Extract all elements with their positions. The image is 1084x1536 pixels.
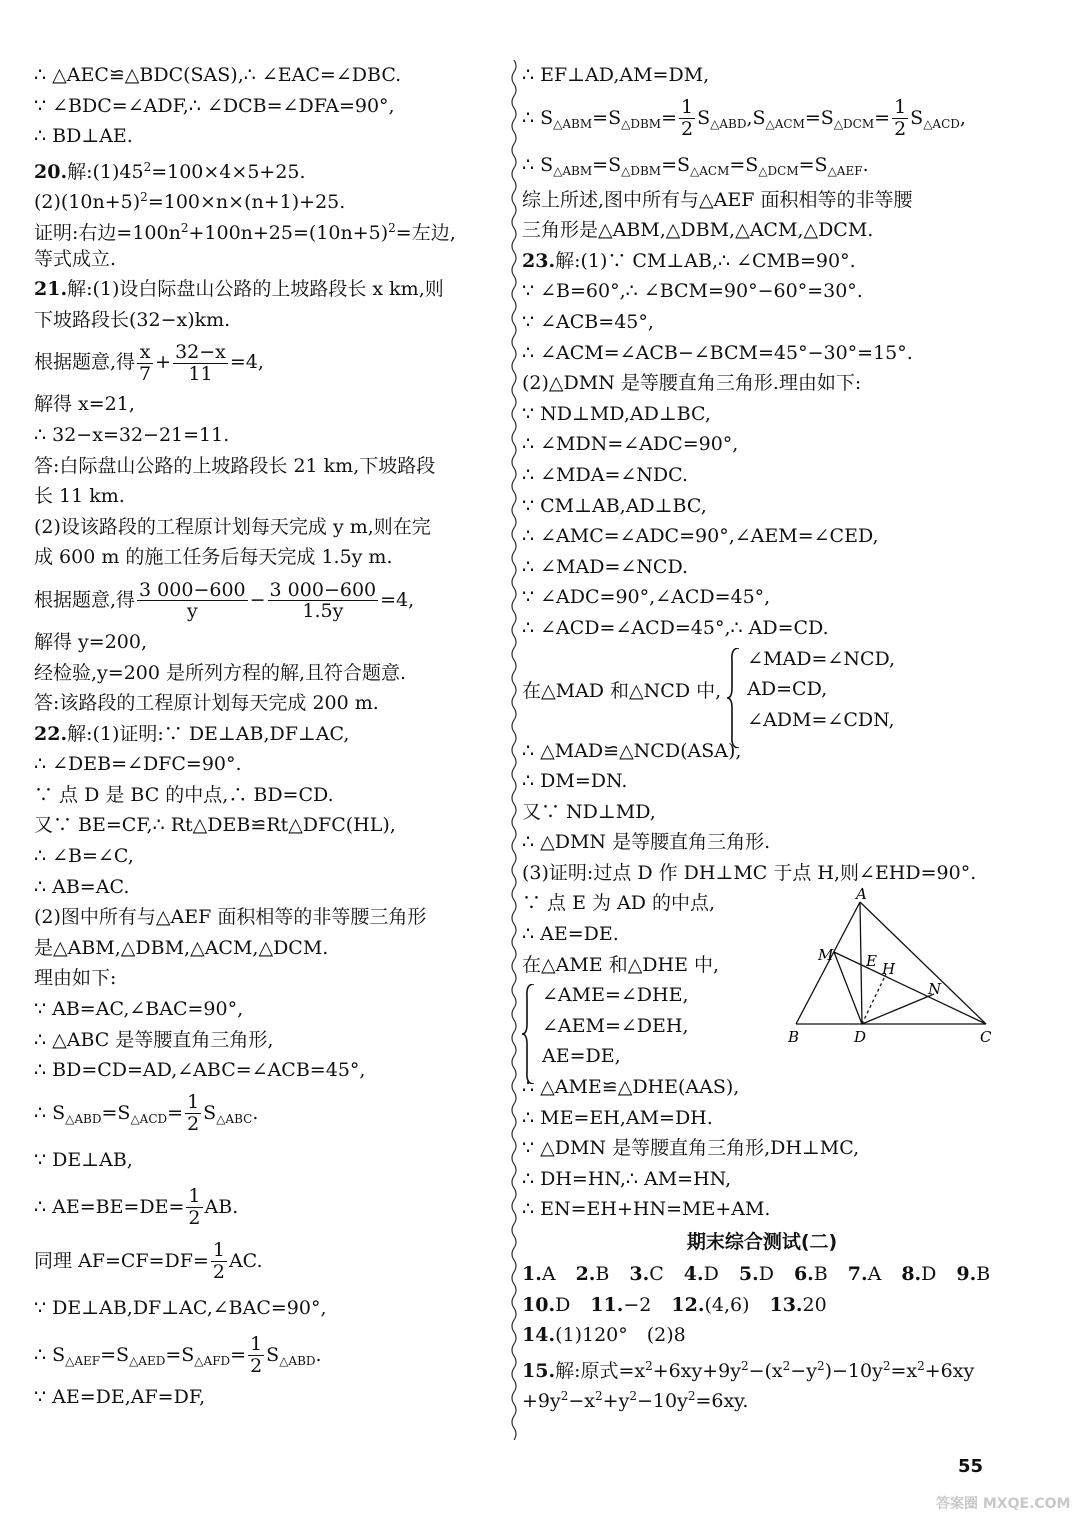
text-line: ∴ △ABC 是等腰直角三角形, [34, 1028, 274, 1051]
numerator: 1 [212, 1239, 225, 1262]
text: =100×n×(n+1)+25. [147, 191, 346, 214]
text: =x [890, 1359, 918, 1382]
label-d: D [854, 1028, 867, 1046]
answer-number: 5. [738, 1263, 759, 1285]
text-line: ∴ △AEC≌△BDC(SAS),∴ ∠EAC=∠DBC. [34, 64, 402, 86]
subscript: △DCM [758, 163, 799, 178]
text-line: ∴ ∠DEB=∠DFC=90°. [34, 753, 242, 776]
subscript: △AFD [194, 1353, 231, 1368]
subscript: △ABM [553, 163, 593, 178]
text-line: ∵ DE⊥AB, [34, 1148, 133, 1171]
answer-item [522, 1263, 556, 1285]
text-line: ∴ BD⊥AE. [34, 125, 133, 148]
subscript: △AED [129, 1353, 166, 1368]
text: 根据题意,得 [34, 588, 136, 611]
text: (1)120° (2)8 [555, 1324, 686, 1347]
label-n: N [928, 980, 942, 998]
label-b: B [788, 1028, 800, 1046]
answer-number: 11. [590, 1293, 624, 1316]
numerator: 1 [188, 1185, 201, 1208]
text-line: 又∵ BE=CF,∴ Rt△DEB≌Rt△DFC(HL), [34, 814, 396, 837]
congruence-system-1 [522, 644, 1002, 736]
text-line: 经检验,y=200 是所列方程的解,且符合题意. [34, 661, 407, 684]
text-line: ∵ △DMN 是等腰直角三角形,DH⊥MC, [522, 1137, 860, 1160]
label-h: H [882, 960, 896, 978]
question-number: 20. [34, 160, 68, 183]
answer-item [794, 1263, 828, 1285]
answer-number: 1. [522, 1263, 542, 1285]
text: =S [798, 153, 828, 176]
text: =S [661, 153, 690, 176]
text: (2)(10n+5) [34, 191, 141, 214]
q21-equation-2 [34, 573, 502, 627]
text-line: 答:白际盘山公路的上坡路段长 21 km,下坡路段 [34, 454, 436, 477]
text-line: ∵ CM⊥AB,AD⊥BC, [522, 494, 707, 517]
q20-line-1 [34, 152, 502, 183]
superscript: 2 [740, 1358, 749, 1373]
answer-value: A [541, 1263, 556, 1285]
text-line: ∠AEM=∠DEH, [542, 1014, 689, 1037]
left-brace [727, 648, 741, 748]
text: =4, [229, 351, 264, 374]
text-line: ∴ △AME≌△DHE(AAS), [522, 1076, 740, 1099]
segment-ac [860, 902, 986, 1024]
text-line: ∵ AB=AC,∠BAC=90°, [34, 998, 244, 1021]
fraction [137, 342, 153, 385]
answer-number: 6. [793, 1263, 814, 1285]
fraction-one-half [679, 97, 695, 140]
text-line: ∴ ∠MDA=∠NDC. [522, 463, 689, 486]
watermark-text: 答案圈 MXQE.COM [936, 1496, 1071, 1512]
text: 根据题意,得 [34, 351, 136, 374]
text: AC. [228, 1249, 263, 1272]
superscript: 2 [143, 159, 152, 174]
superscript: 2 [388, 220, 396, 235]
subscript: △DBM [621, 116, 662, 131]
text-line: ∴ ∠ACM=∠ACB−∠BCM=45°−30°=15°. [522, 341, 913, 364]
text: −(x [748, 1359, 783, 1382]
text: 解:(1)证明:∵ DE⊥AB,DF⊥AC, [67, 722, 350, 745]
fraction [268, 580, 379, 623]
fraction-one-half [892, 97, 908, 140]
answer-value: B [595, 1263, 610, 1285]
answers-row-1 [522, 1259, 1002, 1290]
answer-value: −2 [623, 1293, 652, 1316]
numerator: 1 [894, 96, 907, 119]
q22-line-1 [34, 719, 502, 750]
text-line: 解得 y=200, [34, 630, 147, 653]
text: =S [165, 1343, 195, 1366]
text: ∴ S [522, 106, 554, 129]
denominator: 2 [187, 1113, 200, 1136]
text: ∴ S [34, 1343, 66, 1366]
text: , [959, 106, 966, 129]
fraction-one-half [211, 1240, 227, 1283]
subscript: △ABM [553, 116, 593, 131]
text: S [266, 1343, 280, 1366]
q15-line-1 [522, 1351, 1002, 1382]
left-column [34, 60, 502, 1412]
superscript: 2 [687, 1389, 696, 1404]
denominator: 1.5y [302, 600, 344, 623]
text-line: ∠MAD=∠NCD, [747, 647, 896, 670]
denominator: 7 [139, 362, 152, 385]
segment-dh [862, 974, 886, 1024]
subscript: △ABD [279, 1353, 316, 1368]
text-line: ∴ ∠B=∠C, [34, 845, 134, 868]
r3-area-equation [522, 145, 1002, 185]
question-number: 21. [34, 278, 68, 301]
text-line: ∠ADM=∠CDN, [747, 708, 895, 731]
text: ∴ S [34, 1101, 66, 1124]
text-line: 等式成立. [34, 247, 117, 270]
text: =6xy. [695, 1390, 749, 1413]
label-m: M [818, 946, 834, 964]
subscript: △ABC [216, 1111, 253, 1126]
answer-item [576, 1263, 610, 1285]
text-line: 是△ABM,△DBM,△ACM,△DCM. [34, 936, 329, 959]
subscript: △ACM [765, 116, 805, 131]
text: +6xy+9y [652, 1359, 741, 1382]
watermark-logo [934, 1468, 1074, 1528]
text-line: ∴ EN=EH+HN=ME+AM. [522, 1198, 771, 1221]
q21-line-1 [34, 274, 502, 305]
text-line: ∵ 点 E 为 AD 的中点, [522, 892, 716, 915]
answer-value: B [976, 1263, 991, 1285]
answer-number: 7. [847, 1263, 868, 1285]
text-line: ∴ △DMN 是等腰直角三角形. [522, 831, 771, 854]
text-line: ∴ DH=HN,∴ AM=HN, [522, 1167, 732, 1190]
answer-number: 3. [629, 1263, 650, 1285]
q21-equation-1 [34, 335, 502, 389]
label-a: A [856, 888, 867, 903]
fraction-one-half [185, 1092, 201, 1135]
text-line: (3)证明:过点 D 作 DH⊥MC 于点 H,则∠EHD=90°. [522, 861, 977, 884]
text-line: ∵ AE=DE,AF=DF, [34, 1385, 206, 1408]
right-column [522, 60, 1002, 1412]
text: ∴ AE=BE=DE= [34, 1195, 185, 1218]
answer-number: 4. [683, 1263, 704, 1285]
text: . [252, 1101, 259, 1124]
answer-item [684, 1263, 719, 1285]
answer-number: 12. [671, 1293, 705, 1316]
label-e: E [866, 952, 877, 970]
answer-item [522, 1294, 570, 1316]
answer-value: D [921, 1263, 937, 1285]
text-line: ∵ ∠ADC=90°,∠ACD=45°, [522, 586, 771, 609]
q15-line-2 [522, 1381, 1002, 1412]
triangle-figure [782, 888, 996, 1048]
label-c: C [980, 1028, 992, 1046]
fraction [173, 342, 228, 385]
numerator: 3 000−600 [269, 578, 377, 601]
superscript: 2 [882, 1358, 891, 1373]
text: =4, [380, 588, 415, 611]
text-line: ∴ △MAD≌△NCD(ASA), [522, 739, 742, 762]
text: −y [790, 1359, 817, 1382]
q20-line-3 [34, 213, 502, 244]
question-number: 23. [522, 249, 556, 272]
q22-area-equation-1 [34, 1086, 502, 1140]
answer-item [848, 1263, 882, 1285]
text-line: AE=DE, [542, 1045, 621, 1068]
numerator: 3 000−600 [139, 578, 246, 601]
text-line: (2)△DMN 是等腰直角三角形.理由如下: [522, 372, 862, 395]
denominator: 2 [250, 1355, 263, 1378]
denominator: y [186, 600, 198, 623]
column-divider [510, 60, 518, 1440]
answer-number: 2. [575, 1263, 596, 1285]
text-line: 答:该路段的工程原计划每天完成 200 m. [34, 692, 379, 715]
answer-number: 13. [769, 1293, 803, 1316]
segment-ad [860, 902, 862, 1024]
text-line: ∵ 点 D 是 BC 的中点,∴ BD=CD. [34, 783, 334, 806]
text-line: 理由如下: [34, 967, 117, 990]
text-line: ∴ ∠MDN=∠ADC=90°, [522, 433, 739, 456]
text: =S [101, 1101, 131, 1124]
text-line: ∵ ND⊥MD,AD⊥BC, [522, 402, 711, 425]
answer-value: 20 [802, 1293, 827, 1316]
superscript: 2 [816, 1358, 825, 1373]
text-line: 下坡路段长(32−x)km. [34, 308, 231, 331]
text: −x [568, 1390, 596, 1413]
text: = [661, 106, 677, 129]
answer-item [769, 1294, 826, 1316]
text: =S [592, 153, 622, 176]
text: =S [100, 1343, 130, 1366]
text: . [315, 1343, 322, 1366]
question-number: 14. [522, 1324, 556, 1347]
q22-area-equation-2 [34, 1328, 502, 1382]
text-line: ∴ ∠AMC=∠ADC=90°,∠AEM=∠CED, [522, 525, 879, 548]
text-line: ∵ ∠B=60°,∴ ∠BCM=90°−60°=30°. [522, 280, 863, 303]
q20-line-2 [34, 182, 502, 213]
segment-mc [834, 952, 986, 1024]
text: S [203, 1101, 217, 1124]
text-line: ∴ ∠MAD=∠NCD. [522, 555, 689, 578]
subscript: △DCM [833, 116, 875, 131]
text: = [167, 1101, 184, 1124]
subscript: △AEF [827, 163, 863, 178]
superscript: 2 [629, 1389, 637, 1404]
text: +y [602, 1390, 630, 1413]
text-line: ∵ ∠BDC=∠ADF,∴ ∠DCB=∠DFA=90°, [34, 94, 395, 117]
subscript: △ABD [65, 1111, 102, 1126]
text: 解:(1)设白际盘山公路的上坡路段长 x km,则 [67, 278, 444, 301]
answer-number: 9. [956, 1263, 977, 1285]
text-line: ∴ ME=EH,AM=DH. [522, 1106, 713, 1129]
text: = [230, 1343, 247, 1366]
text-line: 又∵ ND⊥MD, [522, 800, 656, 823]
text-line: 长 11 km. [34, 485, 125, 508]
text: AB. [204, 1195, 239, 1218]
q22-line-af [34, 1234, 502, 1288]
denominator: 2 [188, 1207, 201, 1230]
answer-number: 10. [522, 1293, 556, 1316]
text-line: ∵ DE⊥AB,DF⊥AC,∠BAC=90°, [34, 1296, 327, 1319]
question-number: 15. [522, 1359, 556, 1382]
answer-item [590, 1294, 651, 1316]
text: +9y [522, 1390, 561, 1413]
r2-area-equation [522, 91, 1002, 145]
text: =100×4×5+25. [151, 160, 306, 183]
text: ∴ S [522, 153, 554, 176]
subscript: △ABD [710, 116, 747, 131]
text: +6xy [924, 1359, 975, 1382]
numerator: 32−x [175, 340, 226, 363]
text: =S [804, 106, 834, 129]
answers-row-2 [522, 1290, 1002, 1321]
superscript: 2 [560, 1389, 569, 1404]
denominator: 2 [680, 118, 694, 141]
question-number: 22. [34, 722, 68, 745]
answer-value: D [555, 1293, 571, 1316]
text-line: ∴ BD=CD=AD,∠ABC=∠ACB=45°, [34, 1059, 366, 1082]
answer-item [901, 1263, 936, 1285]
text-line: ∴ EF⊥AD,AM=DM, [522, 64, 710, 86]
text: 解:(1)45 [67, 160, 144, 183]
numerator: 1 [250, 1333, 263, 1356]
text-line: ∴ 32−x=32−21=11. [34, 423, 230, 446]
text-line: ∴ AE=DE. [522, 923, 619, 946]
q22-line-ae [34, 1180, 502, 1234]
text-line: 综上所述,图中所有与△AEF 面积相等的非等腰 [522, 188, 913, 211]
text-line: (2)设该路段的工程原计划每天完成 y m,则在完 [34, 515, 431, 538]
text: 解:原式=x [555, 1359, 646, 1382]
text-line: 三角形是△ABM,△DBM,△ACM,△DCM. [522, 219, 874, 242]
text-line: ∴ AB=AC. [34, 875, 130, 898]
text: 解:(1)∵ CM⊥AB,∴ ∠CMB=90°. [555, 249, 856, 272]
answer-value: D [703, 1263, 719, 1285]
numerator: x [137, 342, 153, 364]
answer-item [629, 1263, 663, 1285]
numerator: 1 [680, 96, 694, 119]
text: ,S [746, 106, 766, 129]
text: =左边, [395, 221, 456, 244]
answer-item [956, 1263, 990, 1285]
numerator: 1 [187, 1091, 200, 1114]
subscript: △ACD [130, 1111, 168, 1126]
fraction-one-half [186, 1186, 202, 1229]
text-line: ∠AME=∠DHE, [542, 984, 689, 1007]
q23-line-1 [522, 246, 1002, 277]
subscript: △ACD [923, 116, 960, 131]
answer-value: D [758, 1263, 774, 1285]
text: 证明:右边=100n [34, 221, 181, 244]
subscript: △AEF [65, 1353, 101, 1368]
superscript: 2 [782, 1358, 791, 1373]
text: S [910, 106, 924, 129]
text: − [249, 588, 266, 611]
text: +100n+25=(10n+5) [188, 221, 389, 244]
text-line: ∵ ∠ACB=45°, [522, 310, 654, 333]
text-line: ∴ ∠ACD=∠ACD=45°,∴ AD=CD. [522, 616, 829, 639]
text: S [697, 106, 711, 129]
superscript: 2 [180, 220, 189, 235]
answer-value: A [867, 1263, 882, 1285]
superscript: 2 [595, 1389, 603, 1404]
text-line: (2)图中所有与△AEF 面积相等的非等腰三角形 [34, 906, 427, 929]
text: . [862, 153, 869, 176]
text-line: 在△AME 和△DHE 中, [522, 953, 720, 976]
text: =S [729, 153, 759, 176]
page-number: 55 [958, 1456, 984, 1477]
text-line: ∴ DM=DN. [522, 770, 628, 793]
text: −10y [636, 1390, 688, 1413]
q14-line [522, 1320, 1002, 1351]
denominator: 2 [894, 118, 907, 141]
answer-item [739, 1263, 774, 1285]
left-brace [522, 984, 536, 1084]
superscript: 2 [140, 190, 148, 205]
text: )−10y [824, 1359, 883, 1382]
text: 在△MAD 和△NCD 中, [522, 680, 722, 702]
text: = [874, 106, 891, 129]
text-line: 成 600 m 的施工任务后每天完成 1.5y m. [34, 546, 393, 569]
denominator: 11 [188, 362, 213, 385]
answer-value: C [649, 1263, 664, 1285]
subscript: △DBM [621, 163, 662, 178]
answer-number: 8. [901, 1263, 922, 1285]
answer-value: B [813, 1263, 828, 1285]
denominator: 2 [212, 1261, 225, 1284]
section-title: 期末综合测试(二) [686, 1231, 838, 1253]
text: =S [592, 106, 622, 129]
brace-block [721, 644, 895, 736]
superscript: 2 [645, 1358, 653, 1373]
segment-nd [862, 994, 934, 1024]
subscript: △ACM [690, 163, 730, 178]
text-line: AD=CD, [747, 678, 828, 701]
text: 同理 AF=CF=DF= [34, 1249, 209, 1272]
text: + [155, 351, 172, 374]
fraction-one-half [248, 1334, 264, 1377]
text-line: 解得 x=21, [34, 393, 135, 416]
fraction [137, 580, 248, 623]
answer-item [671, 1294, 749, 1316]
answer-value: (4,6) [704, 1293, 750, 1316]
superscript: 2 [917, 1358, 925, 1373]
